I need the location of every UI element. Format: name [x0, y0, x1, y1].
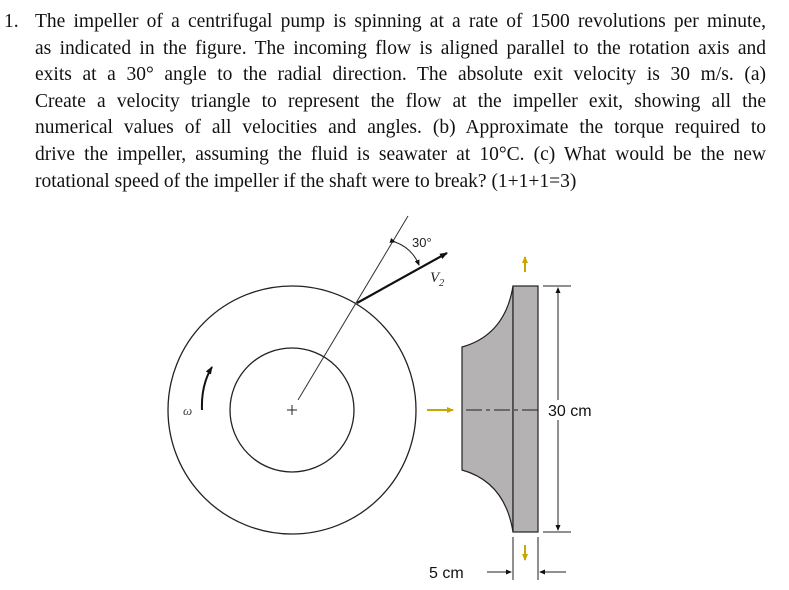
width-dimension [487, 537, 566, 580]
omega-label: ω [183, 403, 193, 418]
impeller-shroud [462, 286, 513, 532]
question-line: rotational speed of the impeller if the shaft were to break? (1+1+1=3) [35, 170, 577, 192]
rotation-arrow [202, 367, 212, 410]
question-number: 1. [4, 11, 19, 32]
question-line: as indicated in the figure. The incoming flow is aligned parallel to the rotation axis and [35, 37, 766, 59]
question-line: drive the impeller, assuming the fluid is seawater at 10°C. (c) What would be the new [35, 143, 766, 165]
width-label: 5 cm [429, 565, 464, 582]
question-line: numerical values of all velocities and angles. (b) Approximate the torque required to [35, 117, 766, 139]
velocity-label: $V_2$ [430, 270, 445, 289]
question-line: The impeller of a centrifugal pump is spinning at a rate of 1500 revolutions per minute, [35, 11, 766, 32]
question-line: exits at a 30° angle to the radial direction. The absolute exit velocity is 30 m/s. (a) [35, 64, 766, 86]
question-line: Create a velocity triangle to represent the flow at the impeller exit, showing all the [35, 90, 766, 112]
center-mark [287, 405, 297, 415]
radial-line [298, 216, 408, 400]
diameter-label: 30 cm [548, 403, 592, 420]
impeller-disk [513, 286, 538, 532]
angle-label: 30° [412, 235, 432, 250]
